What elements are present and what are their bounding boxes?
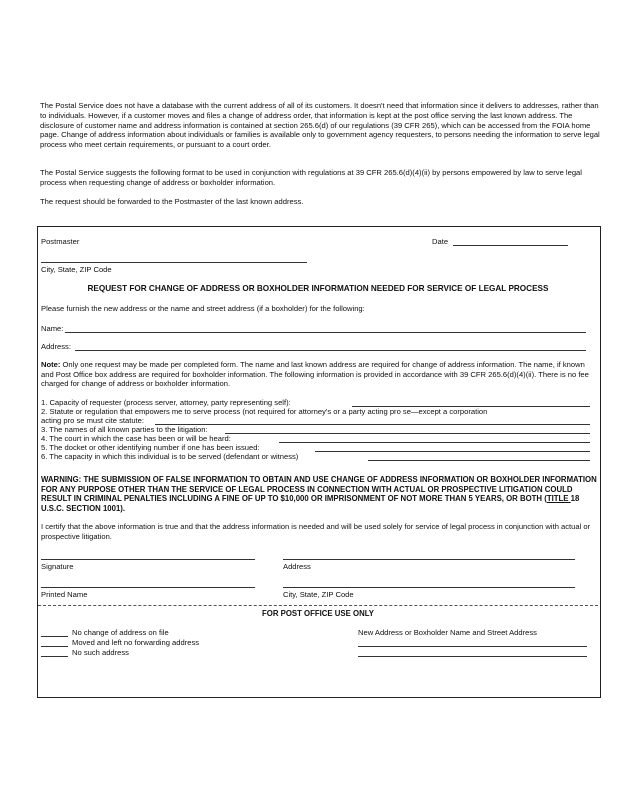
note-label: Note: xyxy=(41,360,61,369)
po-option-no-change: No change of address on file xyxy=(72,628,169,637)
divider-dashed xyxy=(38,605,598,606)
postmaster-label: Postmaster xyxy=(41,237,80,246)
parties-field[interactable] xyxy=(225,433,590,434)
address-field[interactable] xyxy=(75,350,586,351)
po-option-no-such-address: No such address xyxy=(72,648,129,657)
item-capacity-requester: 1. Capacity of requester (process server, attorney, party representing self): xyxy=(41,398,291,407)
city-state-zip-sign-label: City, State, ZIP Code xyxy=(283,590,354,599)
furnish-instruction: Please furnish the new address or the name and street address (if a boxholder) for the following: xyxy=(41,304,365,313)
item-court: 4. The court in which the case has been or will be heard: xyxy=(41,434,231,443)
note-text: Only one request may be made per completed form. The name and last known address are required for change of address information. The name, if known and Post Office box address are required for boxholder information. The following information is provided in accordance with 39 CFR 265.6(d)(4)(ii). There is no fee charged for change of address or boxholder information. xyxy=(41,360,589,389)
printed-name-label: Printed Name xyxy=(41,590,88,599)
warning-main: WARNING: THE SUBMISSION OF FALSE INFORMATION TO OBTAIN AND USE CHANGE OF ADDRESS INFORMATION OR BOXHOLDER INFORMATION FOR ANY PURPOSE OTHER THAN THE SERVICE OF LEGAL PROCESS IN CONNECTION WITH ACTUAL OR PROSPECTIVE LITIGATION COULD RESULT IN CRIMINAL PENALTIES INCLUDING A FINE OF UP TO $10,000 OR IMPRISONMENT OF NOT MORE THAN 5 YEARS, OR BOTH ( xyxy=(41,475,597,504)
no-such-address-checkbox-line[interactable] xyxy=(41,656,68,657)
name-label: Name: xyxy=(41,324,64,333)
new-address-field-2[interactable] xyxy=(358,656,587,657)
statute-field[interactable] xyxy=(155,424,590,425)
intro-paragraph-2: The Postal Service suggests the following format to be used in conjunction with regulations at 39 CFR 265.6(d)(4)(ii) by persons empowered by law to serve legal process when requesting change of address or boxholder information. xyxy=(40,168,582,187)
item-docket: 5. The docket or other identifying number if one has been issued: xyxy=(41,443,260,452)
printed-name-field[interactable] xyxy=(41,587,255,588)
warning-title-word: TITLE xyxy=(546,494,571,504)
form-title: REQUEST FOR CHANGE OF ADDRESS OR BOXHOLDER INFORMATION NEEDED FOR SERVICE OF LEGAL PROCESS xyxy=(87,284,549,293)
address-label-top: Address: xyxy=(41,342,71,351)
address-sign-label: Address xyxy=(283,562,311,571)
docket-field[interactable] xyxy=(315,451,590,452)
new-address-field-1[interactable] xyxy=(358,646,587,647)
intro-paragraph-3: The request should be forwarded to the Postmaster of the last known address. xyxy=(40,197,304,206)
address-sign-field[interactable] xyxy=(283,559,575,560)
warning-citation: 18 U.S.C. SECTION 1001). xyxy=(41,494,580,513)
item-statute-cont: acting pro se must cite statute: xyxy=(41,416,144,425)
item-capacity-served: 6. The capacity in which this individual is to be served (defendant or witness) xyxy=(41,452,299,461)
city-state-zip-field[interactable] xyxy=(41,262,307,263)
item-statute: 2. Statute or regulation that empowers me to serve process (not required for attorney's or a party acting pro se—except a corporation xyxy=(41,407,488,416)
intro-paragraph-1: The Postal Service does not have a database with the current address of all of its customers. It doesn't need that information since it delivers to addresses, rather than to individuals. However, if a customer moves and files a change of address order, that information is kept at the post office serving the last known address. The disclosure of customer name and address information is contained at section 265.6(d) of our regulations (39 CFR 265), which can be accessed from the FOIA home page. Change of address information about individuals or families is available only to government agency requesters, to persons needing the information to serve legal process who meet certain requirements, or pursuant to a court order. xyxy=(40,101,600,150)
note-paragraph xyxy=(41,360,596,389)
post-office-use-heading: FOR POST OFFICE USE ONLY xyxy=(262,609,374,618)
capacity-served-field[interactable] xyxy=(368,460,590,461)
new-address-label: New Address or Boxholder Name and Street Address xyxy=(358,628,537,637)
court-field[interactable] xyxy=(279,442,590,443)
date-label: Date xyxy=(432,237,449,246)
no-change-checkbox-line[interactable] xyxy=(41,636,68,637)
city-state-zip-label: City, State, ZIP Code xyxy=(41,265,112,274)
po-option-moved: Moved and left no forwarding address xyxy=(72,638,200,647)
moved-checkbox-line[interactable] xyxy=(41,646,68,647)
signature-label: Signature xyxy=(41,562,74,571)
city-state-zip-sign-field[interactable] xyxy=(283,587,575,588)
item-parties: 3. The names of all known parties to the litigation: xyxy=(41,425,208,434)
certification-text: I certify that the above information is true and that the address information is needed and will be used solely for service of legal process in conjunction with actual or prospective litigation. xyxy=(41,522,591,541)
name-field[interactable] xyxy=(65,332,586,333)
signature-field[interactable] xyxy=(41,559,255,560)
date-field[interactable] xyxy=(453,245,568,246)
warning-text xyxy=(41,475,597,513)
